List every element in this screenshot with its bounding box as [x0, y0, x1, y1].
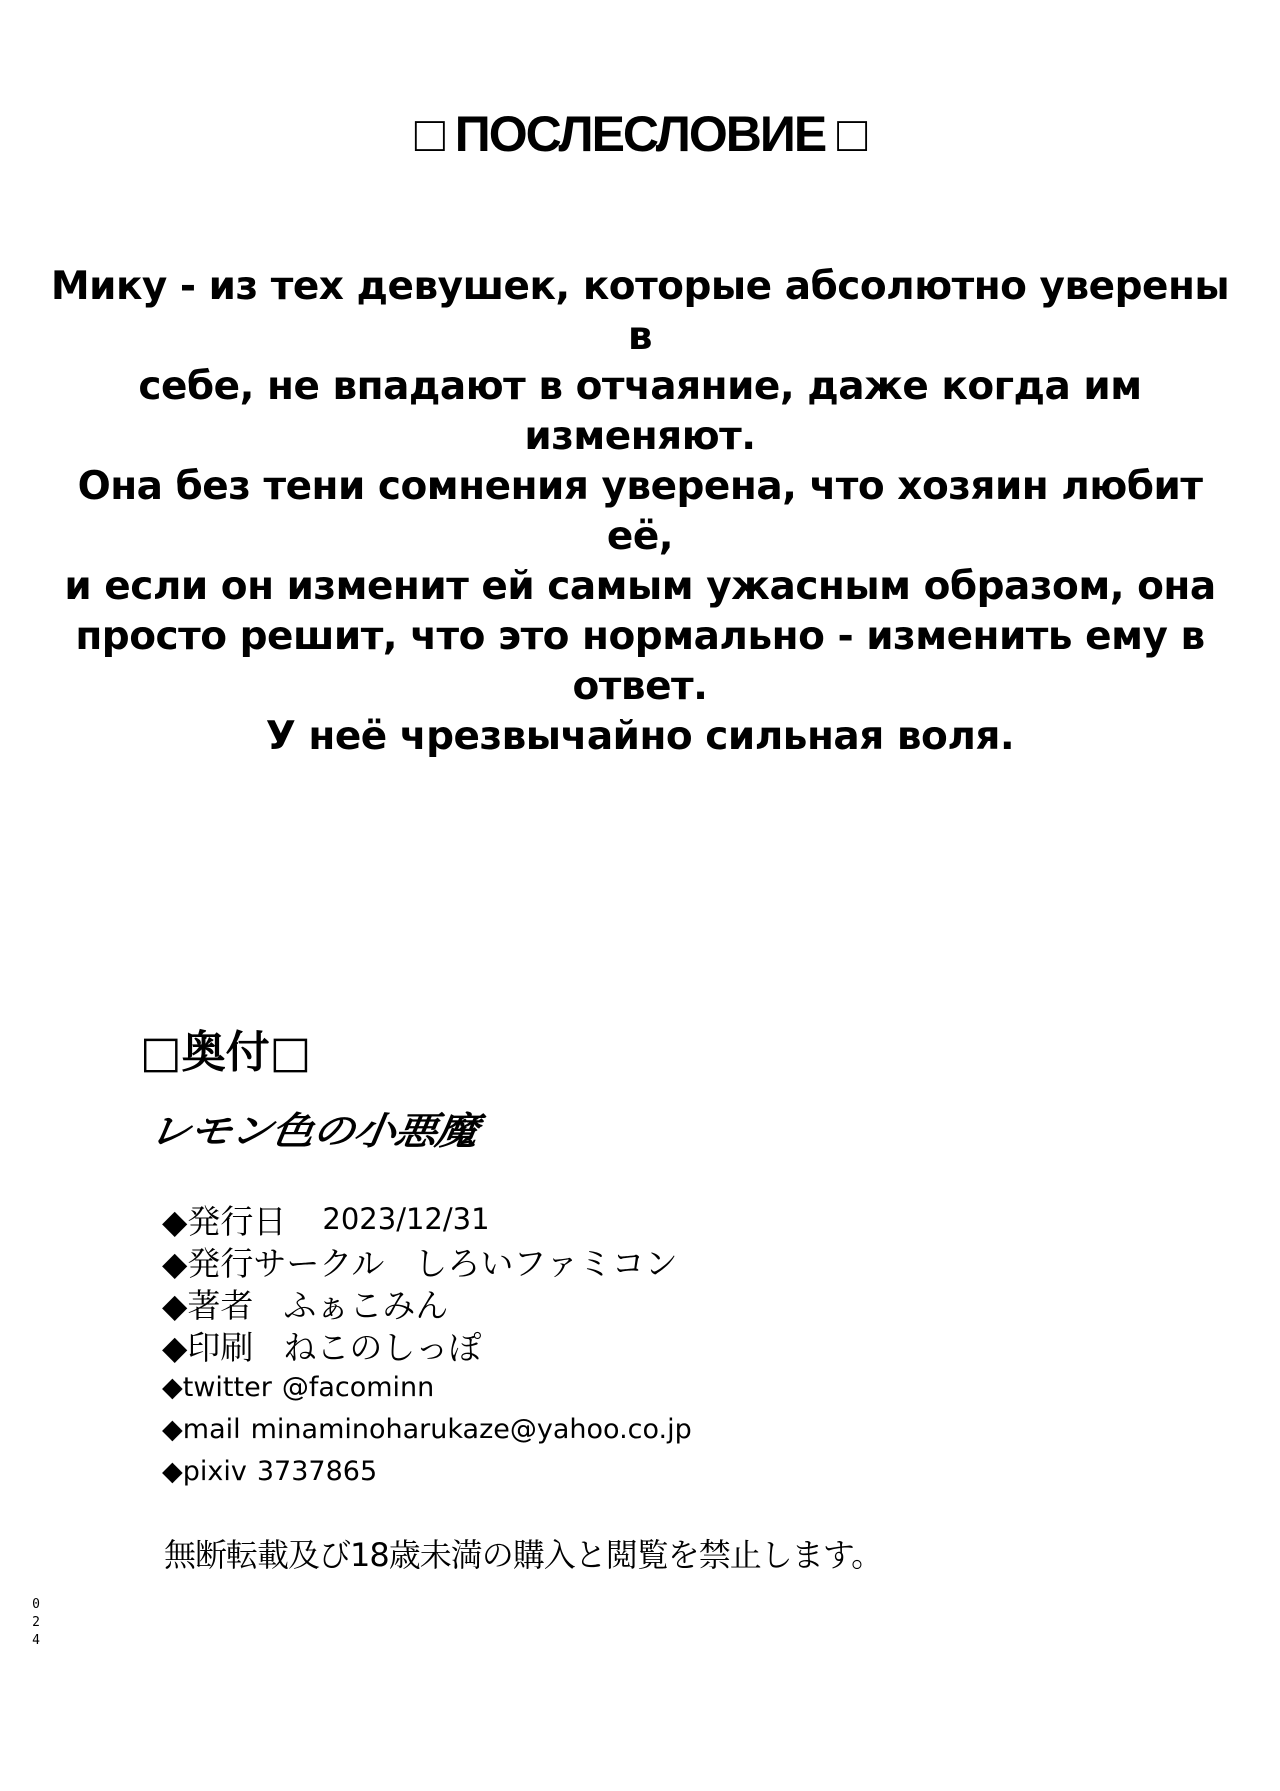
author-value: ふぁこみん: [283, 1285, 449, 1325]
afterword-line: Мику - из тех девушек, которые абсолютно уверены в: [50, 264, 1230, 359]
circle-value: しろいファミコン: [414, 1243, 678, 1283]
page-number-digit: 4: [32, 1633, 40, 1648]
circle-label: ◆発行サークル: [162, 1243, 385, 1283]
pixiv-row: [162, 1450, 692, 1492]
author-label: ◆著者: [162, 1285, 254, 1325]
mail-value: minaminoharukaze@yahoo.co.jp: [250, 1413, 692, 1445]
author-row: [162, 1282, 692, 1324]
page-number-digit: 0: [32, 1597, 40, 1612]
printer-value: ねこのしっぽ: [283, 1327, 482, 1367]
publish-date-value: 2023/12/31: [322, 1202, 490, 1236]
circle-row: [162, 1240, 692, 1282]
afterword-line: себе, не впадают в отчаяние, даже когда им изменяют.: [138, 364, 1142, 459]
afterword-text: [40, 262, 1240, 762]
work-title: レモン色の小悪魔: [145, 1108, 480, 1153]
pixiv-value: 3737865: [256, 1455, 378, 1487]
printer-row: [162, 1324, 692, 1366]
colophon-info-list: [162, 1198, 692, 1492]
afterword-title: □ ПОСЛЕСЛОВИЕ □: [414, 106, 866, 162]
colophon-heading: □奥付□: [140, 1027, 312, 1078]
twitter-label: ◆twitter: [162, 1371, 272, 1403]
pixiv-label: ◆pixiv: [162, 1455, 247, 1487]
page-number: [30, 1596, 42, 1650]
twitter-value: @facominn: [281, 1371, 435, 1403]
afterword-line: Она без тени сомнения уверена, что хозяин любит её,: [77, 464, 1203, 559]
mail-row: [162, 1408, 692, 1450]
afterword-line: ответ.: [572, 664, 708, 709]
publish-date-label: ◆発行日: [162, 1201, 287, 1241]
mail-label: ◆mail: [162, 1413, 241, 1445]
afterword-line: просто решит, что это нормально - изменить ему в: [75, 614, 1205, 659]
page-number-digit: 2: [32, 1615, 40, 1630]
printer-label: ◆印刷: [162, 1327, 254, 1367]
afterword-line: У неё чрезвычайно сильная воля.: [265, 714, 1015, 759]
publish-date-row: [162, 1198, 692, 1240]
afterword-line: и если он изменит ей самым ужасным образом, она: [64, 564, 1216, 609]
twitter-row: [162, 1366, 692, 1408]
reproduction-notice: 無断転載及び18歳未満の購入と閲覧を禁止します。: [164, 1536, 883, 1574]
